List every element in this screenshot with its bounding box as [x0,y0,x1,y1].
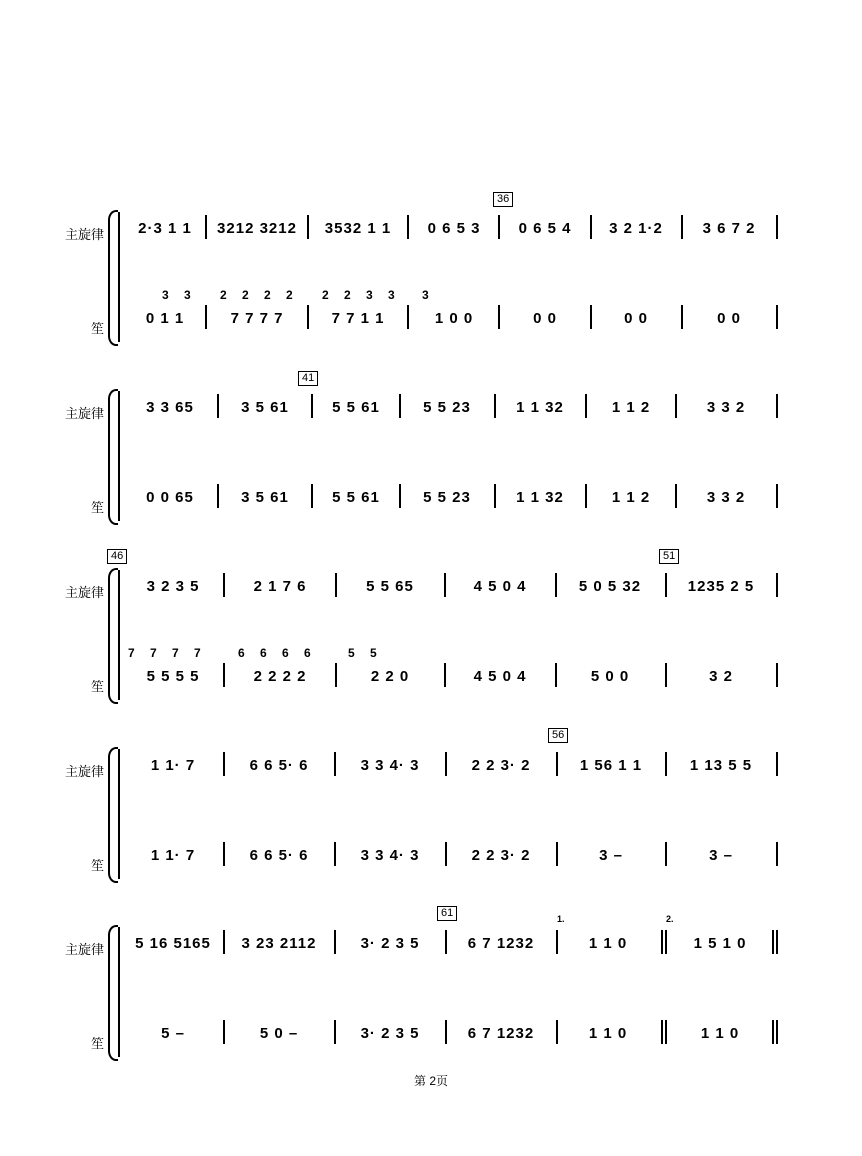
barline [445,930,447,954]
rehearsal-mark: 51 [659,549,679,564]
system-line [118,212,120,342]
final-barline [772,1020,774,1044]
system-2 [0,372,862,531]
rehearsal-mark: 36 [493,192,513,207]
measure: 5 16 5165 [135,934,211,952]
measure: 5 5 23 [423,488,471,506]
staff-main [125,932,785,954]
staff-main [125,217,785,239]
measure: 3 5 61 [241,398,289,416]
part-label-main: 主旋律 [64,942,104,957]
system-line [118,391,120,521]
measure: 1235 2 5 [687,577,755,595]
measure: 6 7 1232 [467,934,535,952]
measure: 3 – [709,846,733,864]
barline [223,573,225,597]
volta-2: 2. [666,914,674,924]
measure: 1 1 0 [588,934,628,952]
barline [776,752,778,776]
measure: 5 5 65 [366,577,414,595]
measure: 7 7 1 1 [331,309,385,327]
barline [217,484,219,508]
barline [223,842,225,866]
barline [555,663,557,687]
barline [776,215,778,239]
system-bracket [108,210,118,346]
barline [217,394,219,418]
measure: 5 5 5 5 [146,667,200,685]
rehearsal-mark: 61 [437,906,457,921]
barline [223,663,225,687]
barline [399,484,401,508]
measure: 5 0 5 32 [578,577,642,595]
measure: 3 23 2112 [241,934,317,952]
barline [407,305,409,329]
measure: 0 0 [533,309,557,327]
barline [556,1020,558,1044]
system-bracket [108,568,118,704]
measure: 2 2 3· 2 [471,756,531,774]
barline [498,305,500,329]
measure: 6 6 5· 6 [249,846,309,864]
measure: 3212 3212 [217,219,297,237]
system-line [118,570,120,700]
part-label-sheng: 笙 [90,500,104,515]
repeat-barline [661,930,663,954]
barline [776,573,778,597]
rehearsal-mark: 56 [548,728,568,743]
measure: 7 7 7 7 [230,309,284,327]
rehearsal-mark: 41 [298,371,318,386]
barline [665,573,667,597]
barline [776,305,778,329]
measure: 1 0 0 [434,309,474,327]
staff-sheng [125,1022,785,1044]
barline [445,1020,447,1044]
sheng-upper-notes: 3 3 [162,288,197,302]
barline [590,215,592,239]
staff-sheng [125,665,785,687]
barline [223,930,225,954]
measure: 6 7 1232 [467,1024,535,1042]
repeat-barline [661,1020,663,1044]
measure: 3 2 3 5 [146,577,200,595]
barline [681,305,683,329]
measure: 1 1 0 [588,1024,628,1042]
measure: 2·3 1 1 [138,219,192,237]
barline [494,484,496,508]
measure: 5 5 61 [332,398,380,416]
measure: 3532 1 1 [324,219,392,237]
part-label-sheng: 笙 [90,321,104,336]
barline [334,930,336,954]
system-bracket [108,925,118,1061]
measure: 0 0 [717,309,741,327]
measure: 1 56 1 1 [579,756,643,774]
measure: 3 3 4· 3 [360,756,420,774]
system-bracket [108,389,118,525]
barline [776,484,778,508]
barline [590,305,592,329]
rehearsal-mark: 46 [107,549,127,564]
sheng-upper-notes: 2 2 3 3 [322,288,401,302]
barline [665,663,667,687]
measure: 0 0 65 [146,488,194,506]
measure: 5 0 0 [590,667,630,685]
system-line [118,749,120,879]
sheng-upper-notes: 5 5 [348,646,383,660]
system-3 [0,550,862,710]
measure: 6 6 5· 6 [249,756,309,774]
barline [776,394,778,418]
measure: 5 5 23 [423,398,471,416]
measure: 0 6 5 4 [518,219,572,237]
barline [334,752,336,776]
barline [311,394,313,418]
measure: 5 – [161,1024,185,1042]
staff-sheng [125,307,785,329]
barline [205,305,207,329]
part-label-sheng: 笙 [90,679,104,694]
measure: 5 0 – [259,1024,299,1042]
barline [776,663,778,687]
barline [334,842,336,866]
measure: 2 2 3· 2 [471,846,531,864]
barline [675,484,677,508]
page-number: 第 2页 [413,1074,448,1088]
barline [444,663,446,687]
measure: 2 2 2 2 [253,667,307,685]
barline [223,1020,225,1044]
barline [223,752,225,776]
measure: 1 1· 7 [150,756,196,774]
measure: 3 3 2 [706,398,746,416]
barline [407,215,409,239]
staff-main [125,575,785,597]
measure: 1 1 32 [516,488,564,506]
part-label-sheng: 笙 [90,858,104,873]
volta-1: 1. [557,914,565,924]
measure: 3· 2 3 5 [360,1024,420,1042]
barline [556,930,558,954]
part-label-main: 主旋律 [64,227,104,242]
barline [776,842,778,866]
barline [307,215,309,239]
staff-sheng [125,844,785,866]
measure: 3 – [599,846,623,864]
measure: 3 2 1·2 [609,219,663,237]
measure: 1 1 2 [611,488,651,506]
barline [585,394,587,418]
measure: 1 13 5 5 [689,756,753,774]
measure: 3 3 65 [146,398,194,416]
barline [494,394,496,418]
barline [556,842,558,866]
part-label-main: 主旋律 [64,764,104,779]
barline [585,484,587,508]
measure: 0 6 5 3 [427,219,481,237]
barline [556,752,558,776]
measure: 3 2 [709,667,733,685]
system-4 [0,729,862,889]
system-line [118,927,120,1057]
system-1 [0,193,862,352]
measure: 4 5 0 4 [473,577,527,595]
barline [311,484,313,508]
barline [555,573,557,597]
system-5 [0,907,862,1067]
sheng-upper-notes: 3 [422,288,435,302]
barline [445,752,447,776]
measure: 1 5 1 0 [693,934,747,952]
part-label-main: 主旋律 [64,406,104,421]
measure: 0 0 [624,309,648,327]
barline [399,394,401,418]
barline [307,305,309,329]
final-barline [772,930,774,954]
measure: 3 3 4· 3 [360,846,420,864]
sheng-upper-notes: 2 2 2 2 [220,288,299,302]
barline [335,573,337,597]
measure: 1 1 0 [700,1024,740,1042]
measure: 3 3 2 [706,488,746,506]
measure: 5 5 61 [332,488,380,506]
measure: 1 1 2 [611,398,651,416]
barline [665,752,667,776]
barline [334,1020,336,1044]
staff-main [125,396,785,418]
barline [444,573,446,597]
measure: 3 6 7 2 [702,219,756,237]
measure: 3 5 61 [241,488,289,506]
sheng-upper-notes: 7 7 7 7 [128,646,207,660]
measure: 3· 2 3 5 [360,934,420,952]
measure: 4 5 0 4 [473,667,527,685]
barline [335,663,337,687]
barline [445,842,447,866]
part-label-sheng: 笙 [90,1036,104,1051]
barline [681,215,683,239]
measure: 2 2 0 [370,667,410,685]
barline [665,842,667,866]
system-bracket [108,747,118,883]
sheng-upper-notes: 6 6 6 6 [238,646,317,660]
part-label-main: 主旋律 [64,585,104,600]
barline [498,215,500,239]
staff-main [125,754,785,776]
measure: 2 1 7 6 [253,577,307,595]
measure: 1 1 32 [516,398,564,416]
staff-sheng [125,486,785,508]
barline [675,394,677,418]
measure: 0 1 1 [145,309,185,327]
measure: 1 1· 7 [150,846,196,864]
barline [205,215,207,239]
